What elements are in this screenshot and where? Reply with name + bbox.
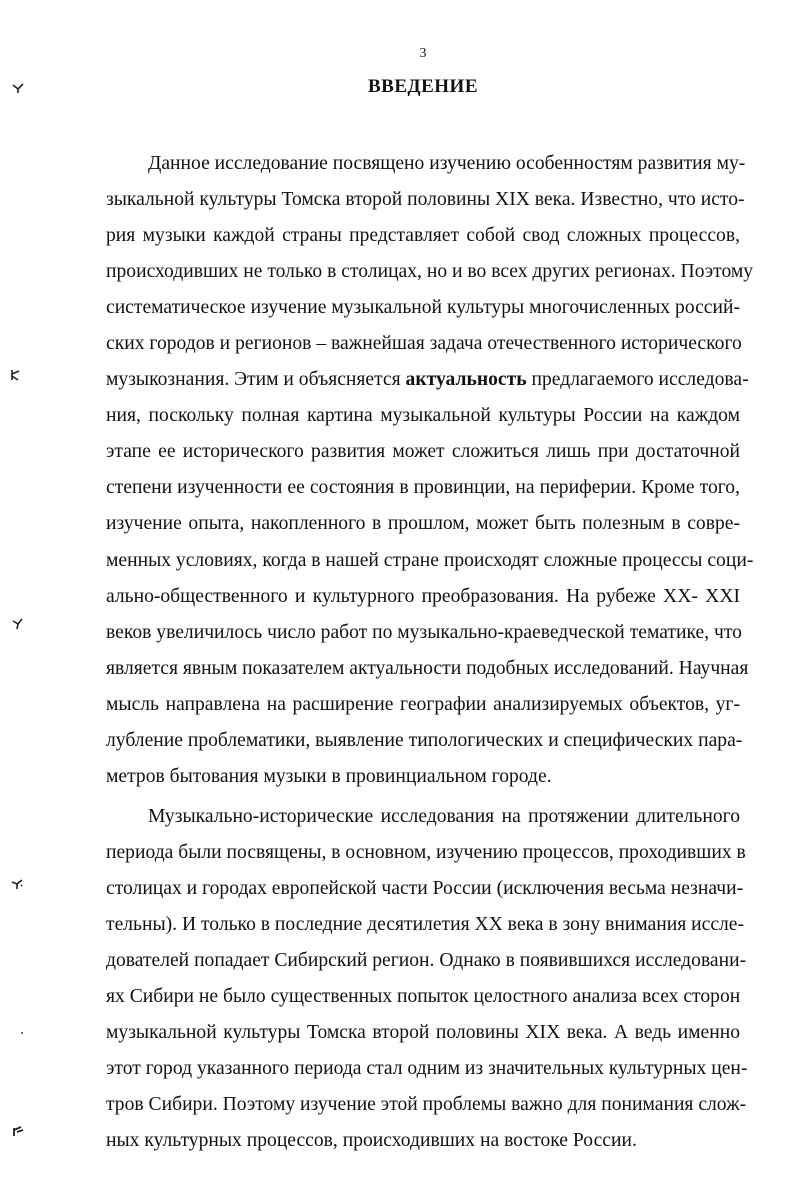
text-line: ально-общественного и культурного преобразования. На рубеже XX- XXI bbox=[106, 585, 740, 607]
emphasis-actuality: актуальность bbox=[405, 369, 527, 391]
scan-mark-decoration bbox=[10, 368, 22, 386]
text-line: этот город указанного периода стал одним из значительных культурных цен- bbox=[106, 1058, 748, 1080]
text-line: ских городов и регионов – важнейшая задача отечественного исторического bbox=[106, 333, 742, 355]
text-run: музыкознания. Этим и объясняется bbox=[106, 369, 406, 391]
text-line: степени изученности ее состояния в провинции, на периферии. Кроме того, bbox=[106, 477, 740, 499]
text-line: менных условиях, когда в нашей стране происходят сложные процессы соци- bbox=[106, 549, 754, 571]
scan-mark-decoration bbox=[20, 1024, 24, 1039]
text-line: рия музыки каждой страны представляет собой свод сложных процессов, bbox=[106, 225, 740, 247]
text-line: периода были посвящены, в основном, изучению процессов, проходивших в bbox=[106, 841, 746, 863]
text-line: этапе ее исторического развития может сложиться лишь при достаточной bbox=[106, 441, 740, 463]
scan-mark-decoration bbox=[12, 1124, 26, 1142]
text-line: происходивших не только в столицах, но и во всех других регионах. Поэтому bbox=[106, 261, 754, 283]
text-line: столицах и городах европейской части России (исключения весьма незначи- bbox=[106, 877, 744, 899]
text-line: ния, поскольку полная картина музыкальной культуры России на каждом bbox=[106, 405, 740, 427]
text-line: веков увеличилось число работ по музыкально-краеведческой тематике, что bbox=[106, 621, 742, 643]
text-line: дователей попадает Сибирский регион. Однако в появившихся исследовани- bbox=[106, 950, 747, 972]
text-line: Музыкально-исторические исследования на протяжении длительного bbox=[148, 805, 740, 827]
text-run: предлагаемого исследова- bbox=[526, 369, 749, 391]
text-line: метров бытования музыки в провинциальном городе. bbox=[106, 765, 552, 787]
text-line: тельны). И только в последние десятилетия XX века в зону внимания иссле- bbox=[106, 913, 745, 935]
text-line: мысль направлена на расширение географии анализируемых объектов, уг- bbox=[106, 693, 740, 715]
text-line: лубление проблематики, выявление типологических и специфических пара- bbox=[106, 729, 743, 751]
scan-mark-decoration bbox=[12, 82, 26, 98]
text-line: музыкальной культуры Томска второй половины XIX века. А ведь именно bbox=[106, 1022, 740, 1044]
section-heading: ВВЕДЕНИЕ bbox=[368, 76, 478, 97]
text-line bbox=[106, 362, 749, 398]
paragraph-1 bbox=[106, 146, 754, 795]
body-text bbox=[106, 146, 754, 1159]
text-line: тров Сибири. Поэтому изучение этой проблемы важно для понимания слож- bbox=[106, 1094, 747, 1116]
text-line: зыкальной культуры Томска второй половины XIX века. Известно, что исто- bbox=[106, 189, 745, 211]
text-line: ях Сибири не было существенных попыток целостного анализа всех сторон bbox=[106, 986, 741, 1008]
scan-mark-decoration bbox=[12, 616, 24, 634]
scan-mark-decoration bbox=[10, 876, 24, 894]
text-line: ных культурных процессов, происходивших на востоке России. bbox=[106, 1130, 637, 1152]
text-line: изучение опыта, накопленного в прошлом, может быть полезным в совре- bbox=[106, 513, 740, 535]
text-line: является явным показателем актуальности подобных исследований. Научная bbox=[106, 657, 749, 679]
page-number: 3 bbox=[419, 46, 427, 61]
text-line: Данное исследование посвящено изучению особенностям развития му- bbox=[148, 153, 746, 174]
paragraph-2 bbox=[106, 799, 748, 1159]
text-line: систематическое изучение музыкальной культуры многочисленных россий- bbox=[106, 297, 740, 319]
